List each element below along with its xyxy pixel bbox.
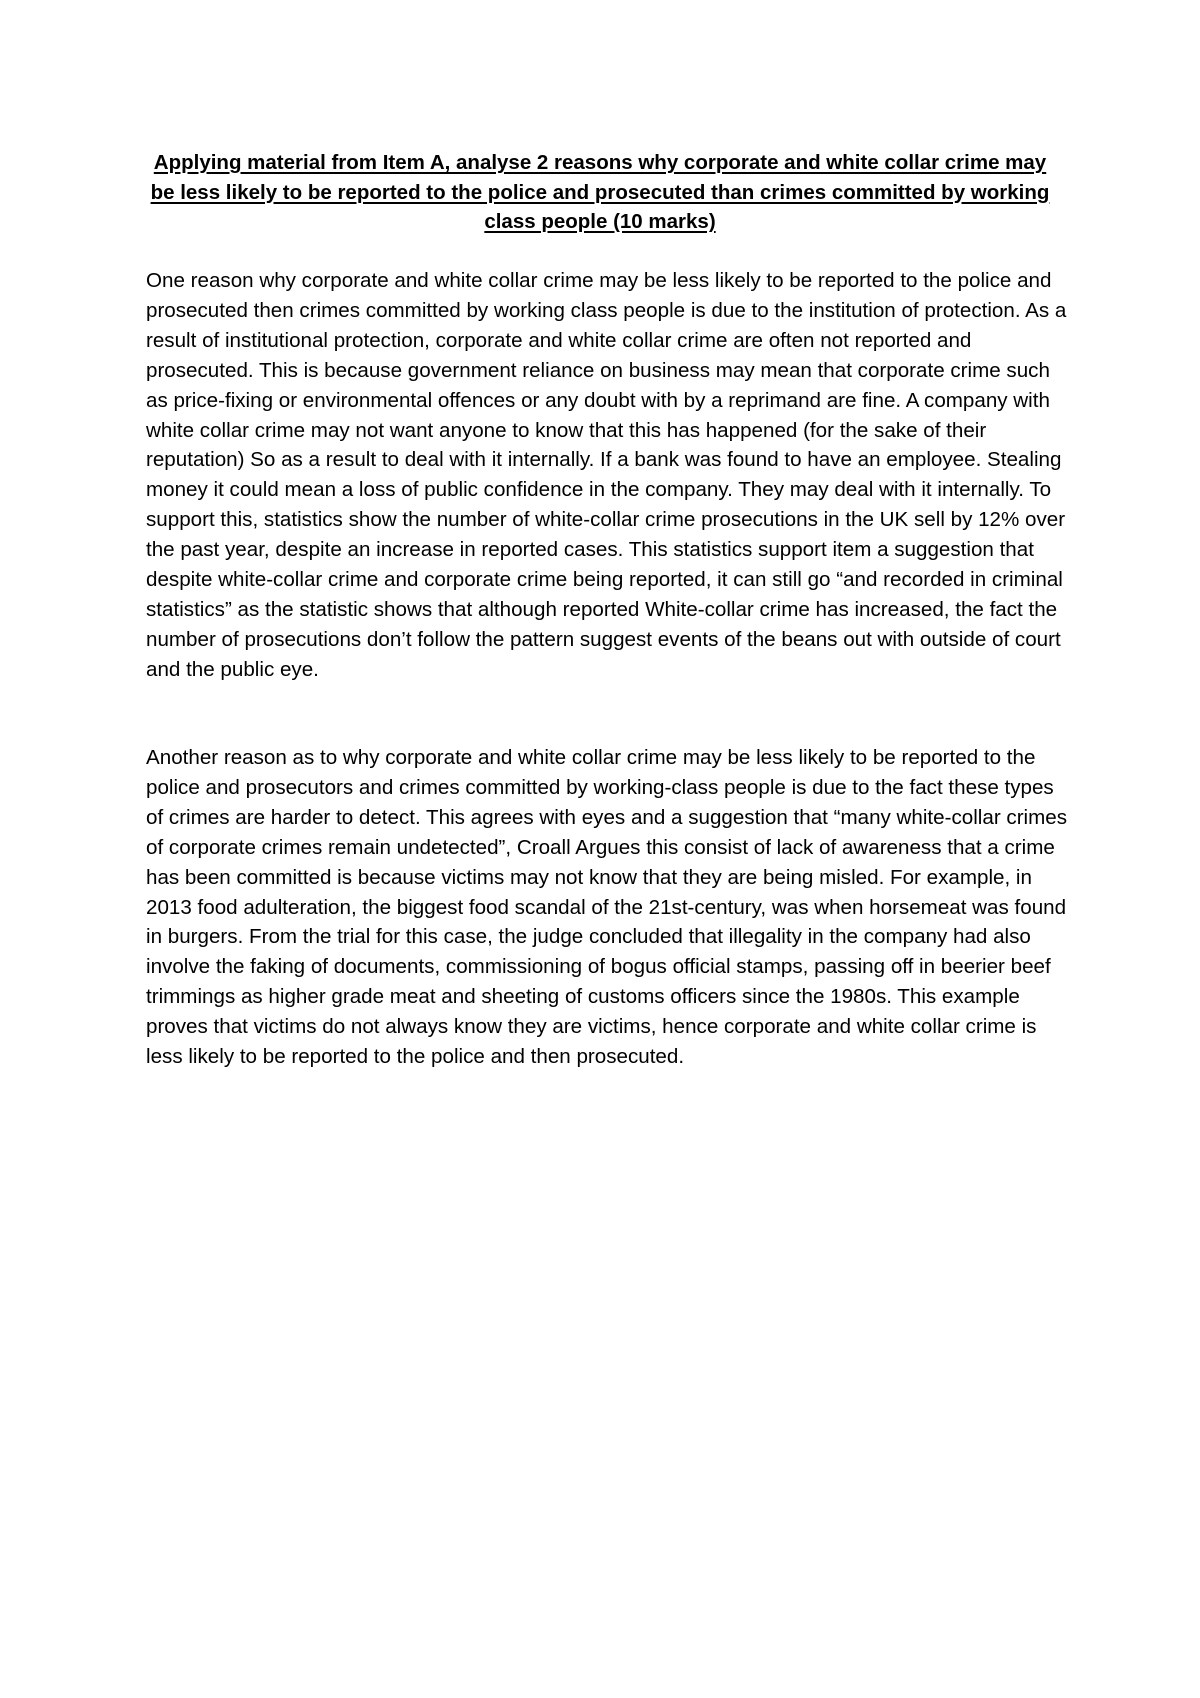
answer-paragraph-1: One reason why corporate and white collar crime may be less likely to be reported to the police and prosecuted then crimes committed by working class people is due to the institution of protection. As a result of institutional protection, corporate and white collar crime are often not reported and prosecuted. This is because government reliance on business may mean that corporate crime such as price-fixing or environmental offences or any doubt with by a reprimand are fine. A company with white collar crime may not want anyone to know that this has happened (for the sake of their reputation) So as a result to deal with it internally. If a bank was found to have an employee. Stealing money it could mean a loss of public confidence in the company. They may deal with it internally. To support this, statistics show the number of white-collar crime prosecutions in the UK sell by 12% over the past year, despite an increase in reported cases. This statistics support item a suggestion that despite white-collar crime and corporate crime being reported, it can still go “and recorded in criminal statistics” as the statistic shows that although reported White-collar crime has increased, the fact the number of prosecutions don’t follow the pattern suggest events of the beans out with outside of court and the public eye.: [146, 269, 1067, 681]
question-title: Applying material from Item A, analyse 2 reasons why corporate and white collar crime may be less likely to be reported to the police and prosecuted than crimes committed by working class people (10 marks): [150, 151, 1050, 233]
answer-paragraph-2: Another reason as to why corporate and white collar crime may be less likely to be reported to the police and prosecutors and crimes committed by working-class people is due to the fact these types of crimes are harder to detect. This agrees with eyes and a suggestion that “many white-collar crimes of corporate crimes remain undetected”, Croall Argues this consist of lack of awareness that a crime has been committed is because victims may not know that they are being misled. For example, in 2013 food adulteration, the biggest food scandal of the 21st-century, was when horsemeat was found in burgers. From the trial for this case, the judge concluded that illegality in the company had also involve the faking of documents, commissioning of bogus official stamps, passing off in beerier beef trimmings as higher grade meat and sheeting of customs officers since the 1980s. This example proves that victims do not always know they are victims, hence corporate and white collar crime is less likely to be reported to the police and then prosecuted.: [146, 746, 1068, 1069]
